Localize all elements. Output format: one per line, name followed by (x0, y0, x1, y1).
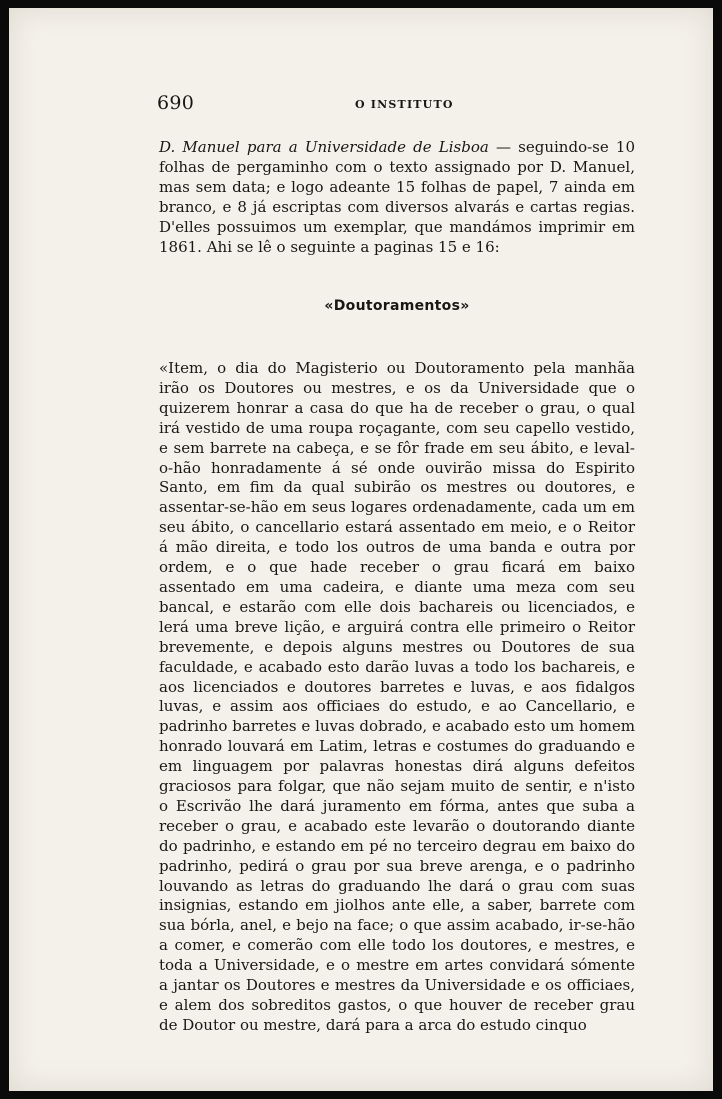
scanned-page (9, 8, 713, 1091)
quote-paragraph: «Item, o dia do Magisterio ou Doutoramento pela manhãa irão os Doutores ou mestres, e os da Universidade que o quizerem honrar a casa do que ha de receber o grau, o qual irá vestido de uma roupa roçagante, com seu capello vestido, e sem barrete na cabeça, e se fôr frade em seu ábito, e leval-o-hão honradamente á sé onde ouvirão missa do Espirito Santo, em fim da qual subirão os mestres ou doutores, e assentar-se-hão em seus logares ordenadamente, cada um em seu ábito, o cancellario estará assentado em meio, e o Reitor á mão direita, e todo los outros de uma banda e outra por ordem, e o que hade receber o grau ficará em baixo assentado em uma cadeira, e diante uma meza com seu bancal, e estarão com elle dois bachareis ou licenciados, e lerá uma breve lição, e arguirá contra elle primeiro o Reitor brevemente, e depois alguns mestres ou Doutores de sua faculdade, e acabado esto darão luvas a todo los bachareis, e aos licenciados e doutores barretes e luvas, e aos fidalgos luvas, e assim aos officiaes do estudo, e ao Cancellario, e padrinho barretes e luvas dobrado, e acabado esto um homem honrado louvará em Latim, letras e costumes do graduando e em linguagem por palavras honestas dirá alguns defeitos graciosos para folgar, que não sejam muito de sentir, e n'isto o Escrivão lhe dará juramento em fórma, antes que suba a receber o grau, e acabado este levarão o doutorando diante do padrinho, e estando em pé no terceiro degrau em baixo do padrinho, pedirá o grau por sua breve arenga, e o padrinho louvando as letras do graduando lhe dará o grau com suas insignias, estando em jiolhos ante elle, a saber, barrete com sua bórla, anel, e bejo na face; o que assim acabado, ir-se-hão a comer, e comerão com elle todo los doutores, e mestres, e toda a Universidade, e o mestre em artes convidará sómente a jantar os Doutores e mestres da Universidade e os officiaes, e alem dos sobreditos gastos, o que houver de receber grau de Doutor ou mestre, dará para a arca do estudo cinquo (159, 359, 635, 1034)
intro-text: — seguindo-se 10 folhas de pergaminho com o texto assignado por D. Manuel, mas sem data; e logo adeante 15 folhas de papel, 7 ainda em branco, e 8 já escriptas com diversos alvarás e cartas regias. D'elles possuimos um exemplar, que mandámos imprimir em 1861. Ahi se lê o seguinte a paginas 15 e 16: (159, 138, 635, 256)
intro-italic-lead: D. Manuel para a Universidade de Lisboa (159, 138, 489, 156)
intro-paragraph (159, 138, 635, 257)
running-title: O INSTITUTO (355, 98, 454, 111)
page-number: 690 (157, 92, 195, 114)
page-header (157, 92, 637, 116)
section-title: «Doutoramentos» (324, 298, 470, 314)
